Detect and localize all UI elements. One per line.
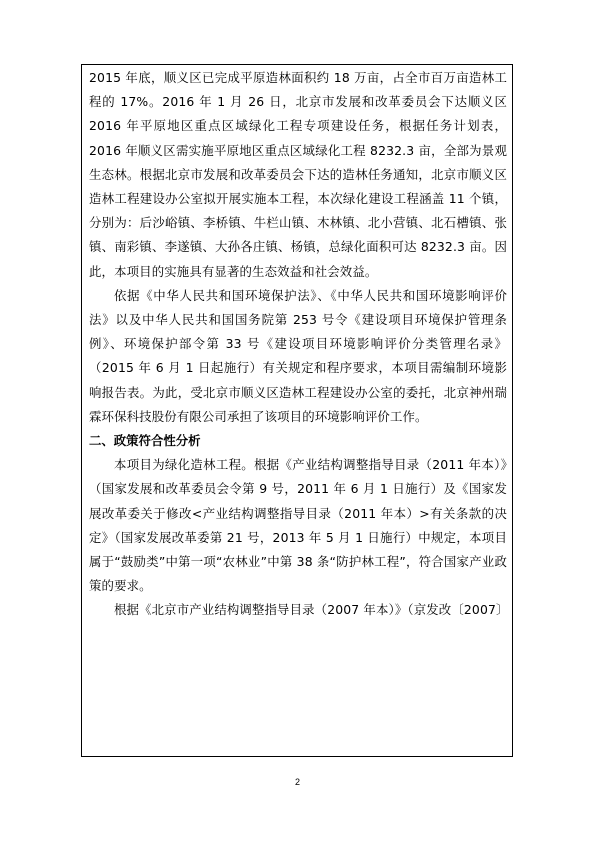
paragraph-policy-beijing: 根据《北京市产业结构调整指导目录（2007 年本）》（京发改〔2007〕: [114, 602, 509, 618]
document-body: [89, 66, 507, 623]
section-heading-policy: 二、政策符合性分析: [89, 433, 201, 449]
paragraph-policy-national: 本项目为绿化造林工程。根据《产业结构调整指导目录（2011 年本）》（国家发展和改革委员会令第 9 号，2011 年 6 月 1 日施行）及《国家发展改革委关于修改<产业结构调整指导目录（2011 年本）>有关条款的决定》（国家发展改革委第 21 号，2013 年 5 月 1 日施行）中规定，本项目属于“鼓励类”中第一项“农林业”中第 38 条“防护林工程”，符合国家产业政策的要求。: [89, 457, 507, 594]
paragraph-background: 2015 年底，顺义区已完成平原造林面积约 18 万亩，占全市百万亩造林工程的 17%。2016 年 1 月 26 日，北京市发展和改革委员会下达顺义区 2016 年平原地区重点区域绿化工程专项建设任务，根据任务计划表，2016 年顺义区需实施平原地区重点区域绿化工程 8232.3 亩，全部为景观生态林。根据北京市发展和改革委员会下达的造林任务通知，北京市顺义区造林工程建设办公室拟开展实施本工程，本次绿化建设工程涵盖 11 个镇，分别为：后沙峪镇、李桥镇、牛栏山镇、木林镇、北小营镇、北石槽镇、张镇、南彩镇、李遂镇、大孙各庄镇、杨镇，总绿化面积可达 8232.3 亩。因此，本项目的实施具有显著的生态效益和社会效益。: [89, 70, 507, 279]
paragraph-legal-basis: 依据《中华人民共和国环境保护法》、《中华人民共和国环境影响评价法》以及中华人民共和国国务院第 253 号令《建设项目环境保护管理条例》、环境保护部令第 33 号《建设项目环境影响评价分类管理名录》（2015 年 6 月 1 日起施行）有关规定和程序要求，本项目需编制环境影响报告表。为此，受北京市顺义区造林工程建设办公室的委托，北京神州瑞霖环保科技股份有限公司承担了该项目的环境影响评价工作。: [89, 287, 507, 424]
page-number: 2: [294, 777, 300, 787]
